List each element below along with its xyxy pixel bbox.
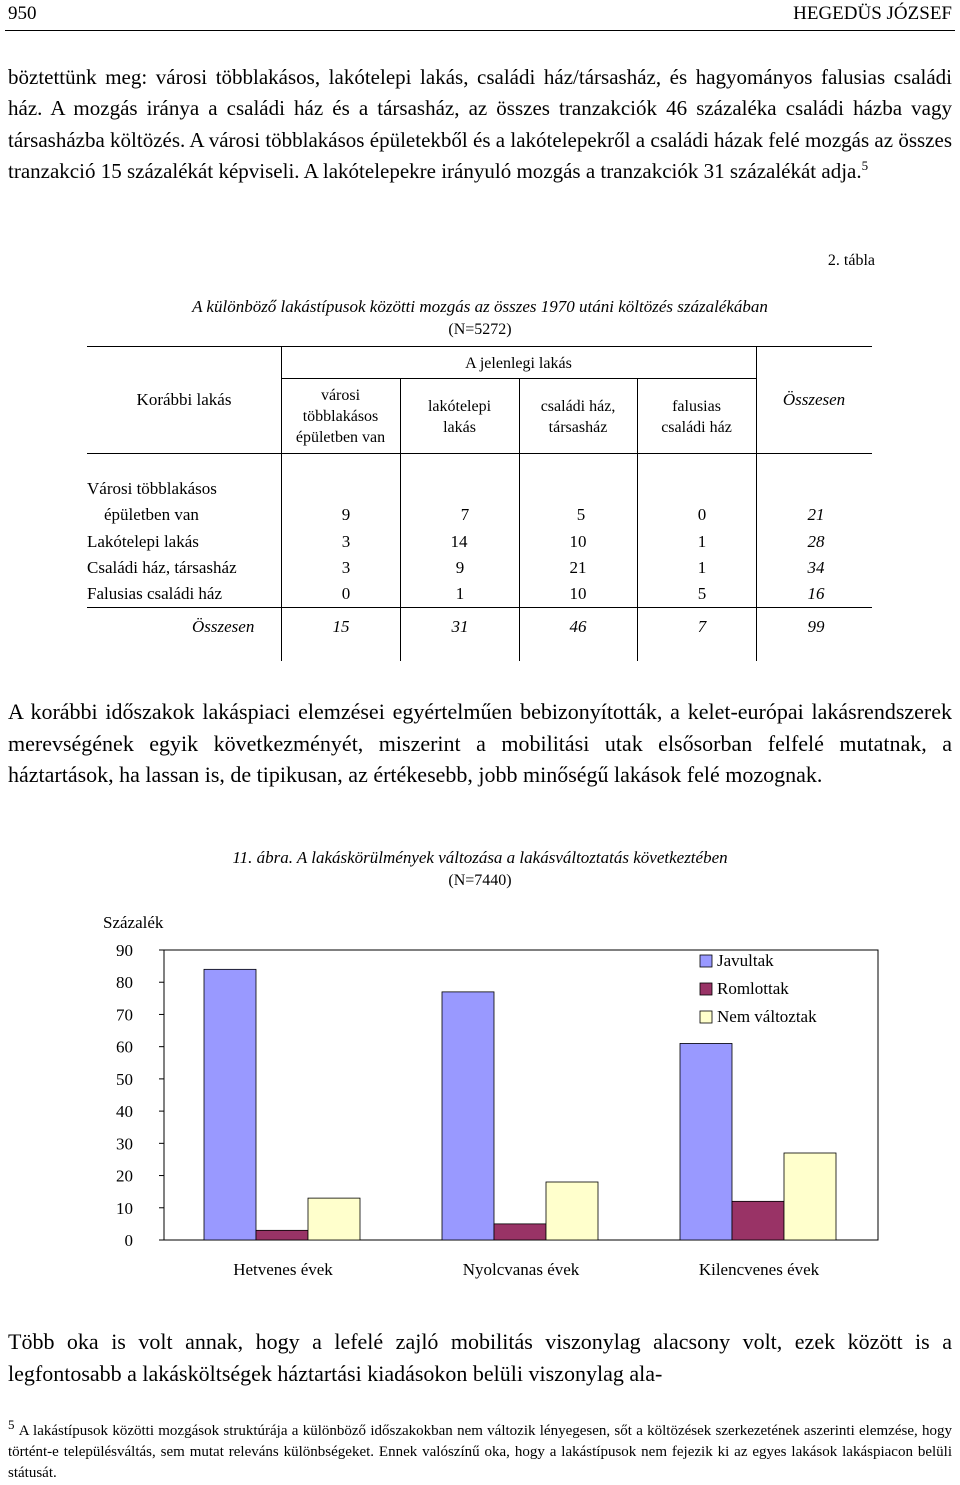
- total-cell: 7: [697, 617, 707, 636]
- running-header-author: HEGEDÜS JÓZSEF: [793, 3, 952, 24]
- page-number: 950: [8, 3, 37, 24]
- footnote: [8, 1417, 953, 1484]
- y-tick-label: 10: [116, 1198, 133, 1218]
- table-title: A különböző lakástípusok közötti mozgás az összes 1970 utáni költözés százalékában: [192, 297, 768, 316]
- y-tick-label: 30: [116, 1134, 133, 1154]
- x-tick-labels: [233, 1260, 819, 1279]
- bar: [546, 1182, 598, 1240]
- total-cell: 46: [569, 617, 587, 636]
- table-cell: 7: [460, 505, 470, 524]
- table-cell: 10: [569, 532, 587, 551]
- total-row-label: Összesen: [192, 617, 255, 636]
- body-paragraph-3: [8, 1326, 952, 1389]
- x-tick-label: Kilencvenes évek: [698, 1260, 820, 1279]
- bar: [308, 1198, 360, 1240]
- table-cell: 3: [341, 558, 351, 577]
- table-cell: 10: [569, 584, 587, 603]
- legend-label: Javultak: [717, 951, 774, 970]
- y-tick-label: 50: [116, 1069, 133, 1089]
- y-tick-label: 0: [124, 1231, 133, 1250]
- figure-title: 11. ábra. A lakáskörülmények változása a lakásváltoztatás következtében: [232, 848, 728, 867]
- bar-chart: [0, 900, 960, 1290]
- table-cell-total: 34: [807, 558, 825, 577]
- legend-label: Nem változtak: [717, 1007, 817, 1026]
- row-label: Városi többlakásos: [87, 479, 217, 498]
- footnote-text: A lakástípusok közötti mozgások struktúrája a különböző időszakokban nem változik lényegesen, sőt a költözések szerkezetének aszerinti elemzése, hogy történt-e településváltás, sem mutat releváns különbségeket. Ennek valószínű oka, hogy a lakástípusok nem fejezik ki az egyes lakások lakáspiacon belüli státusát.: [8, 1423, 953, 1481]
- table-cell: 5: [697, 584, 707, 603]
- table-cell-total: 28: [807, 532, 825, 551]
- y-tick-label: 60: [116, 1037, 133, 1057]
- chart-legend: [700, 951, 817, 1026]
- col-header-total: Összesen: [782, 390, 846, 409]
- row-header: Korábbi lakás: [136, 390, 232, 409]
- table-cell: 21: [569, 558, 587, 577]
- table-cell-total: 16: [807, 584, 825, 603]
- body-bottom-rule: [87, 607, 872, 608]
- row-label: Családi ház, társasház: [87, 558, 237, 577]
- legend-swatch: [700, 955, 712, 967]
- table-cell: 0: [697, 505, 707, 524]
- col-header-csaladi: családi ház, társasház: [540, 398, 616, 436]
- row-label: Lakótelepi lakás: [87, 532, 199, 551]
- body-paragraph-2: [8, 696, 952, 791]
- bar: [784, 1153, 836, 1240]
- total-cell: 31: [451, 617, 469, 636]
- bar: [442, 992, 494, 1240]
- figure-n-note: (N=7440): [448, 872, 512, 889]
- y-tick-label: 70: [116, 1005, 133, 1025]
- table-cell: 9: [455, 558, 465, 577]
- col-header-varosi: városi többlakásos épületben van: [295, 387, 386, 446]
- footnote-number: 5: [8, 1417, 15, 1432]
- total-cell: 15: [332, 617, 350, 636]
- table-cell: 5: [576, 505, 586, 524]
- table-cell-total: 21: [807, 505, 825, 524]
- col-header-lakotelepi: lakótelepi lakás: [427, 398, 492, 436]
- footnote-ref[interactable]: 5: [861, 157, 869, 173]
- grand-total-cell: 99: [807, 617, 825, 636]
- x-tick-label: Hetvenes évek: [233, 1260, 333, 1279]
- col-header-falusias: falusias családi ház: [661, 398, 732, 436]
- y-tick-label: 90: [116, 941, 133, 960]
- y-tick-label: 80: [116, 973, 133, 993]
- bar: [494, 1224, 546, 1240]
- row-label: épületben van: [104, 505, 199, 524]
- y-tick-labels: [116, 941, 133, 1250]
- body-paragraph-1: [8, 62, 952, 187]
- table-number: 2. tábla: [827, 252, 875, 269]
- bar: [732, 1201, 784, 1240]
- row-label: Falusias családi ház: [87, 584, 223, 603]
- header-bottom-rule: [87, 453, 872, 454]
- paragraph-text: A korábbi időszakok lakáspiaci elemzései egyértelműen bebizonyították, a kelet-európai lakásrendszerek merevségének egyik következményét, miszerint a mobilitási utak elsősorban felfelé mutatnak, a háztartások, ha lassan is, de tipikusan, az értékesebb, jobb minőségű lakások felé mozognak.: [8, 699, 952, 787]
- table-cell: 3: [341, 532, 351, 551]
- table-cell: 9: [341, 505, 351, 524]
- table-cell: 1: [697, 532, 707, 551]
- table-cell: 1: [455, 584, 465, 603]
- legend-swatch: [700, 983, 712, 995]
- figure-caption: [0, 848, 960, 868]
- paragraph-text: Több oka is volt annak, hogy a lefelé zajló mobilitás viszonylag alacsony volt, ezek között is a legfontosabb a lakásköltségek háztartási kiadásokon belüli viszonylag ala-: [8, 1329, 952, 1386]
- group-header: A jelenlegi lakás: [465, 355, 572, 372]
- bar: [256, 1230, 308, 1240]
- legend-label: Romlottak: [717, 979, 789, 998]
- legend-swatch: [700, 1011, 712, 1023]
- table-n-note: (N=5272): [448, 321, 512, 338]
- bar: [204, 969, 256, 1240]
- header-rule: [5, 30, 955, 31]
- bar: [680, 1043, 732, 1240]
- y-axis-label: Százalék: [103, 913, 164, 932]
- y-tick-label: 40: [116, 1102, 133, 1122]
- y-tick-label: 20: [116, 1166, 133, 1186]
- paragraph-text: böztettünk meg: városi többlakásos, lakótelepi lakás, családi ház/társasház, és hagyományos falusias családi ház. A mozgás iránya a családi ház és a társasház, az összes tranzakciók 46 százaléka családi házba vagy társasházba költözés. A városi többlakásos épületekből és a lakótelepekről a családi házak felé mozgás az összes tranzakció 15 százalékát képviseli. A lakótelepekre irányuló mozgás a tranzakciók 31 százalékát adja.: [8, 65, 952, 183]
- x-tick-label: Nyolcvanas évek: [462, 1260, 580, 1279]
- table-top-rule: [87, 346, 872, 347]
- table-cell: 0: [341, 584, 351, 603]
- table-cell: 1: [697, 558, 707, 577]
- table-cell: 14: [450, 532, 468, 551]
